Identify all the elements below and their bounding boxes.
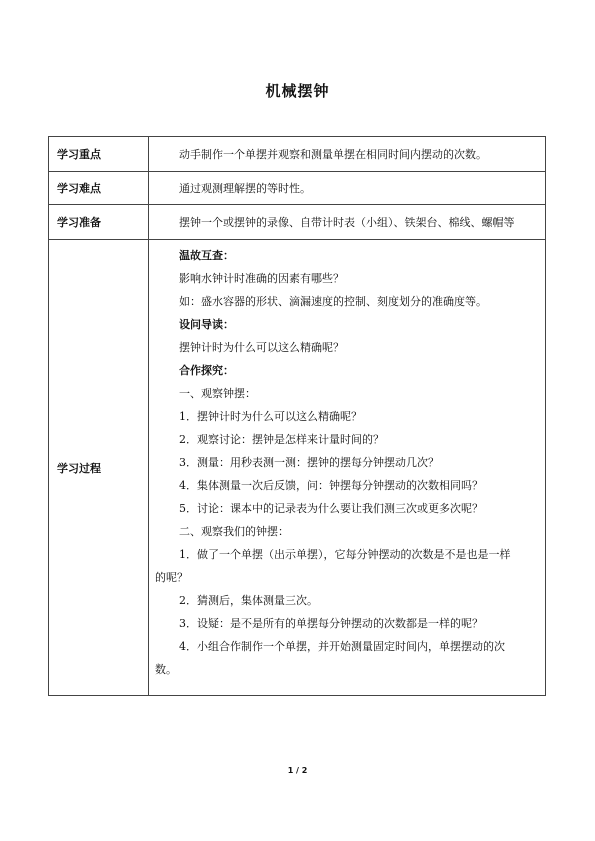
process-line: 摆钟计时为什么可以这么精确呢？ [179,341,344,354]
process-line: 一、观察钟摆： [179,387,256,400]
table-row-process [49,240,546,696]
section-heading: 合作探究： [179,364,234,377]
process-line: 2．猜测后，集体测量三次。 [179,594,318,607]
process-line: 2．观察讨论：摆钟是怎样来计量时间的？ [179,433,384,446]
table-row-difficulties [49,172,546,205]
row-label: 学习准备 [49,205,149,240]
process-line: 1．摆钟计时为什么可以这么精确呢？ [179,410,362,423]
process-content [149,240,546,696]
process-line: 3．设疑：是不是所有的单摆每分钟摆动的次数都是一样的呢？ [179,617,483,630]
process-line: 二、观察我们的钟摆： [179,525,289,538]
row-label: 学习难点 [49,172,149,205]
process-line: 数。 [155,663,177,676]
row-label: 学习重点 [49,137,149,172]
document-title: 机械摆钟 [265,82,330,100]
process-line: 3．测量：用秒表测一测：摆钟的摆每分钟摆动几次？ [179,456,439,469]
row-content: 动手制作一个单摆并观察和测量单摆在相同时间内摆动的次数。 [149,137,546,172]
process-line: 如：盛水容器的形状、滴漏速度的控制、刻度划分的准确度等。 [179,295,487,308]
section-heading: 温故互查： [179,249,234,262]
process-line: 4．小组合作制作一个单摆，并开始测量固定时间内，单摆摆动的次 [179,640,505,653]
section-heading: 设问导读： [179,318,234,331]
page-number: 1 / 2 [287,766,308,775]
lesson-plan-table [48,136,546,696]
process-line: 影响水钟计时准确的因素有哪些？ [179,272,344,285]
row-label: 学习过程 [49,240,149,696]
process-line: 5．讨论：课本中的记录表为什么要让我们测三次或更多次呢？ [179,502,483,515]
row-content: 摆钟一个或摆钟的录像、自带计时表（小组）、铁架台、棉线、螺帽等 [149,205,546,240]
table-row-preparation [49,205,546,240]
table-row-key-points [49,137,546,172]
process-line: 的呢？ [155,571,188,584]
row-content: 通过观测理解摆的等时性。 [149,172,546,205]
process-line: 1．做了一个单摆（出示单摆），它每分钟摆动的次数是不是也是一样 [179,548,511,561]
process-line: 4．集体测量一次后反馈，问：钟摆每分钟摆动的次数相同吗？ [179,479,483,492]
